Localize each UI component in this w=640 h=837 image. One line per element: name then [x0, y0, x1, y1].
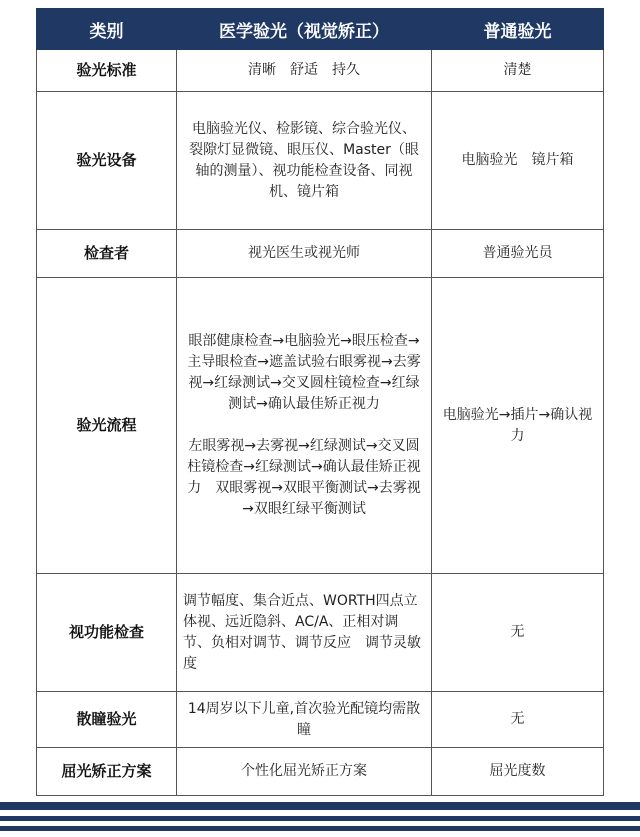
row-category: 屈光矫正方案	[37, 748, 177, 796]
row-category: 检查者	[37, 230, 177, 278]
row-medical-cell	[177, 278, 432, 574]
footer-band-middle	[0, 816, 640, 821]
row-medical-cell	[177, 92, 432, 230]
row-ordinary-cell	[432, 278, 604, 574]
row-category: 验光流程	[37, 278, 177, 574]
row-ordinary-text: 电脑验光 镜片箱	[461, 152, 574, 168]
row-medical-text: 14周岁以下儿童,首次验光配镜均需散瞳	[187, 700, 421, 738]
table-row	[37, 692, 604, 748]
row-medical-text: 左眼雾视→去雾视→红绿测试→交叉圆柱镜检查→红绿测试→确认最佳矫正视力 双眼雾视→双眼平衡测试→去雾视→双眼红绿平衡测试	[187, 438, 421, 517]
row-medical-cell	[177, 50, 432, 92]
row-medical-text: 个性化屈光矫正方案	[241, 763, 367, 779]
row-ordinary-cell	[432, 50, 604, 92]
footer-band-thick	[0, 802, 640, 810]
table-row	[37, 50, 604, 92]
row-medical-text: 清晰 舒适 持久	[248, 62, 360, 78]
row-category: 验光设备	[37, 92, 177, 230]
row-ordinary-cell	[432, 748, 604, 796]
row-category: 验光标准	[37, 50, 177, 92]
footer-band-bottom	[0, 826, 640, 831]
row-medical-cell	[177, 692, 432, 748]
comparison-table	[36, 8, 604, 796]
table-row	[37, 278, 604, 574]
row-category: 视功能检查	[37, 574, 177, 692]
row-medical-cell	[177, 230, 432, 278]
row-ordinary-cell	[432, 692, 604, 748]
row-ordinary-text: 普通验光员	[482, 245, 553, 261]
row-medical-cell	[177, 574, 432, 692]
row-medical-text: 电脑验光仪、检影镜、综合验光仪、 裂隙灯显微镜、眼压仪、Master（眼轴的测量）、视功能检查设备、同视机、镜片箱	[189, 120, 419, 200]
header-medical-optometry: 医学验光（视觉矫正）	[177, 9, 432, 50]
row-ordinary-text: 无	[510, 624, 525, 640]
row-ordinary-cell	[432, 92, 604, 230]
header-row	[37, 9, 604, 50]
row-ordinary-cell	[432, 230, 604, 278]
row-category: 散瞳验光	[37, 692, 177, 748]
row-medical-text: 调节幅度、集合近点、WORTH四点立体视、远近隐斜、AC/A、正相对调节、负相对调节、调节反应 调节灵敏度	[183, 592, 421, 672]
table-row	[37, 230, 604, 278]
row-ordinary-text: 屈光度数	[489, 763, 546, 779]
row-ordinary-text: 清楚	[503, 62, 532, 78]
table-row	[37, 748, 604, 796]
header-ordinary-optometry: 普通验光	[432, 9, 604, 50]
table-row	[37, 574, 604, 692]
row-medical-text: 眼部健康检查→电脑验光→眼压检查→主导眼检查→遮盖试验右眼雾视→去雾视→红绿测试→交叉圆柱镜检查→红绿测试→确认最佳矫正视力	[187, 333, 421, 412]
row-medical-cell	[177, 748, 432, 796]
row-ordinary-cell	[432, 574, 604, 692]
row-medical-text: 视光医生或视光师	[248, 245, 360, 261]
table-row	[37, 92, 604, 230]
row-ordinary-text: 电脑验光→插片→确认视力	[442, 406, 593, 444]
header-category: 类别	[37, 9, 177, 50]
row-ordinary-text: 无	[510, 711, 525, 727]
